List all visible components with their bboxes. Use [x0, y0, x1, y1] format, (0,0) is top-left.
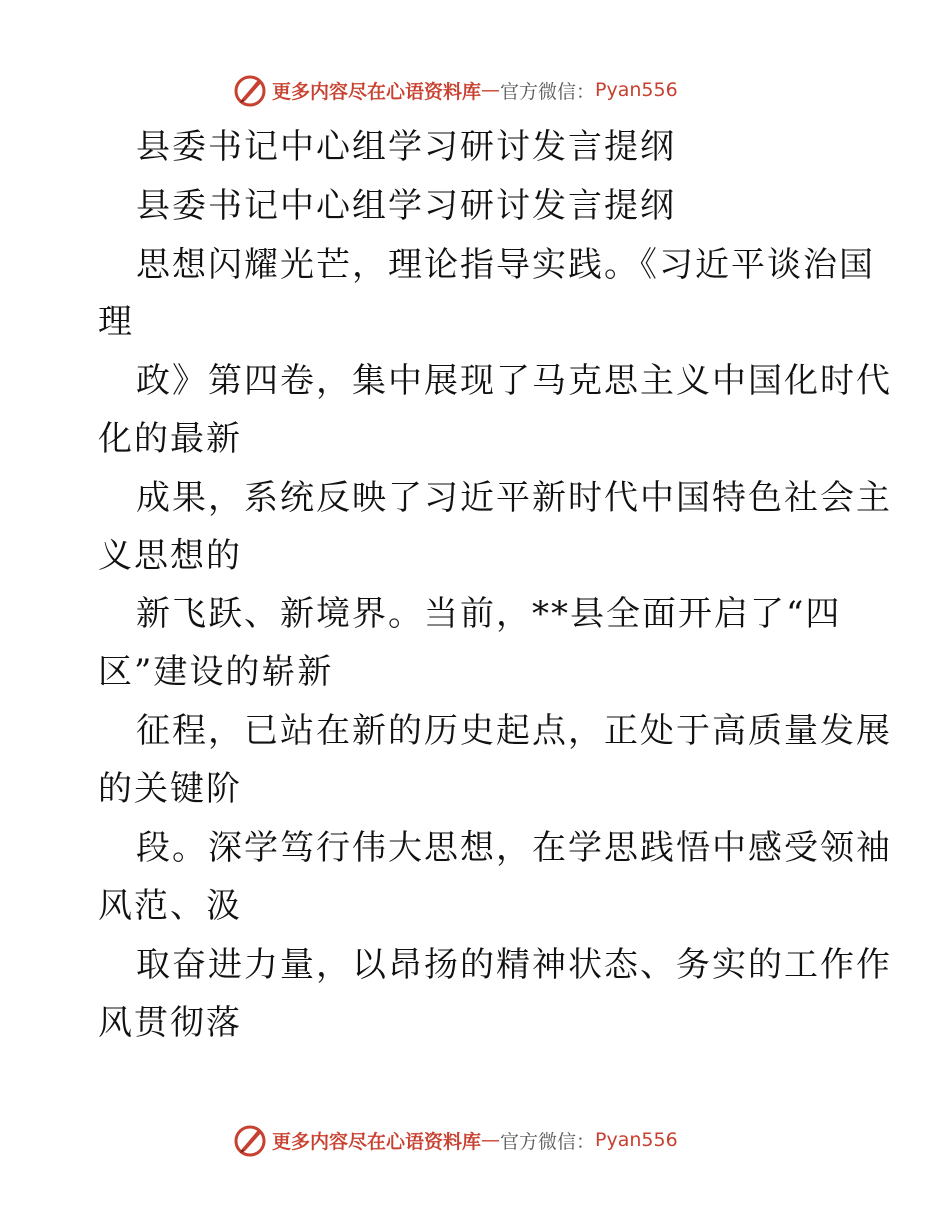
paragraph-line: 取奋进力量，以昂扬的精神状态、务实的工作作: [136, 945, 892, 985]
banner-separator: —: [481, 1129, 501, 1151]
banner-separator: —: [481, 79, 501, 101]
banner-main-text: 更多内容尽在心语资料库: [272, 1130, 482, 1153]
document-subtitle: 县委书记中心组学习研讨发言提纲: [136, 186, 676, 226]
banner-main-text: 更多内容尽在心语资料库: [272, 80, 482, 103]
banner-wechat-id: Pyan556: [595, 79, 678, 101]
paragraph-line: 的关键阶: [98, 769, 242, 809]
banner-wechat-label: 官方微信：: [500, 1130, 596, 1153]
quill-pen-logo-icon: [232, 1122, 268, 1158]
paragraph-line: 义思想的: [98, 536, 242, 576]
header-banner: [232, 70, 678, 110]
paragraph-line: 区”建设的崭新: [98, 652, 334, 692]
paragraph-line: 风范、汲: [98, 886, 242, 926]
paragraph-line: 新飞跃、新境界。当前，**县全面开启了“四: [136, 594, 842, 634]
document-title: 县委书记中心组学习研讨发言提纲: [136, 127, 676, 167]
banner-wechat-id: Pyan556: [595, 1129, 678, 1151]
quill-pen-logo-icon: [232, 72, 268, 108]
footer-banner: [232, 1120, 678, 1160]
paragraph-line: 征程，已站在新的历史起点，正处于高质量发展: [136, 711, 892, 751]
paragraph-line: 段。深学笃行伟大思想，在学思践悟中感受领袖: [136, 828, 892, 868]
paragraph-line: 理: [98, 302, 134, 342]
paragraph-line: 化的最新: [98, 419, 242, 459]
paragraph-line: 政》第四卷，集中展现了马克思主义中国化时代: [136, 361, 892, 401]
paragraph-line: 风贯彻落: [98, 1003, 242, 1043]
paragraph-line: 成果，系统反映了习近平新时代中国特色社会主: [136, 478, 892, 518]
banner-wechat-label: 官方微信：: [500, 80, 596, 103]
paragraph-line: 思想闪耀光芒，理论指导实践。《习近平谈治国: [136, 245, 875, 285]
